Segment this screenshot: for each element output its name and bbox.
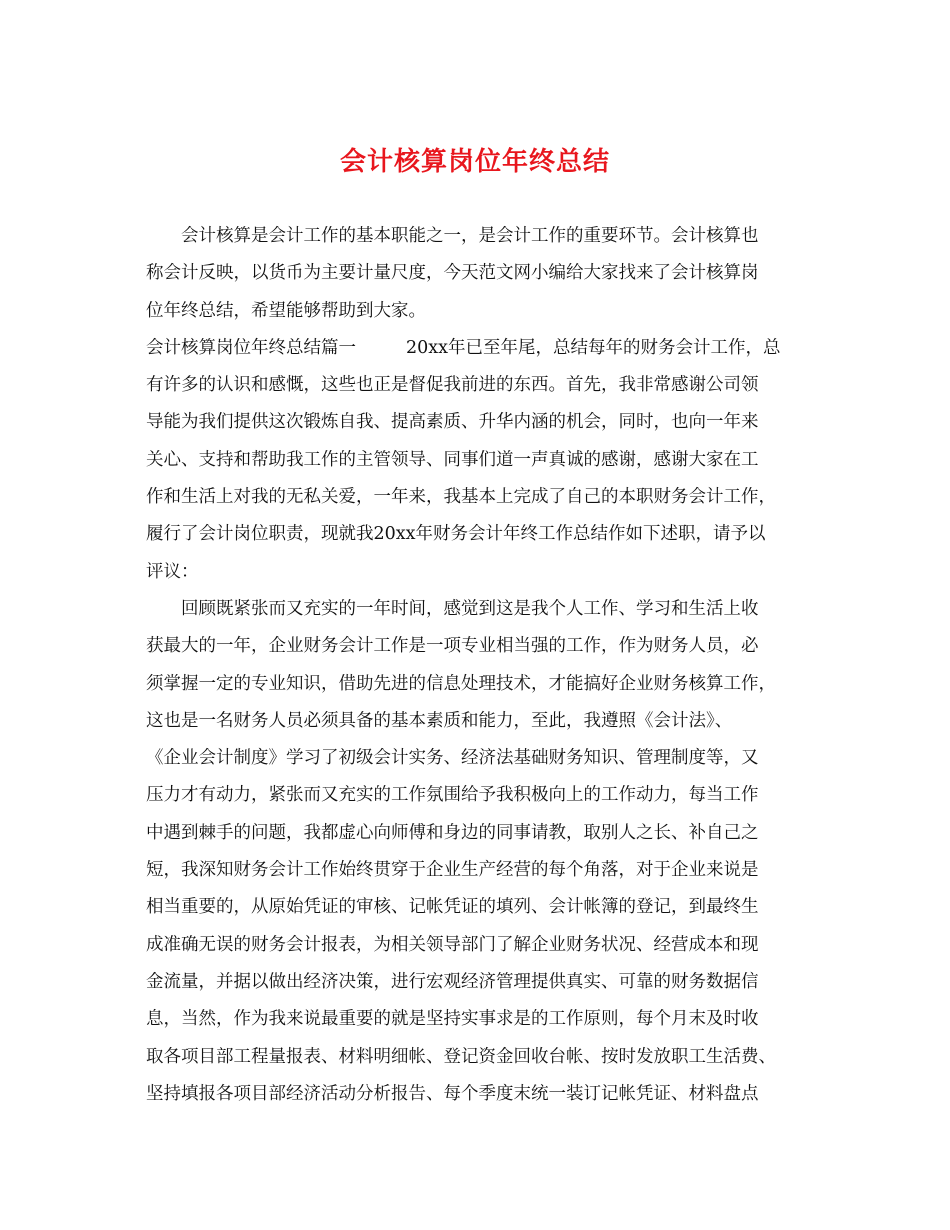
- paragraph-line: 坚持填报各项目部经济活动分析报告、每个季度末统一装订记帐凭证、材料盘点: [146, 1083, 759, 1104]
- paragraph-line: 回顾既紧张而又充实的一年时间，感觉到这是我个人工作、学习和生活上收: [181, 598, 759, 619]
- paragraph-line: 关心、支持和帮助我工作的主管领导、同事们道一声真诚的感谢，感谢大家在工: [146, 449, 759, 470]
- paragraph-line: 短，我深知财务会计工作始终贯穿于企业生产经营的每个角落，对于企业来说是: [146, 860, 759, 881]
- document-title: 会计核算岗位年终总结: [339, 147, 610, 177]
- paragraph-line: 导能为我们提供这次锻炼自我、提高素质、升华内涵的机会，同时，也向一年来: [146, 412, 759, 433]
- paragraph-line: 须掌握一定的专业知识，借助先进的信息处理技术，才能搞好企业财务核算工作，: [146, 673, 776, 694]
- paragraph-text: 20xx年已至年尾，总结每年的财务会计工作，总: [406, 337, 781, 358]
- paragraph-line: 履行了会计岗位职责，现就我20xx年财务会计年终工作总结作如下述职，请予以: [146, 524, 766, 545]
- paragraph-line: 金流量，并据以做出经济决策，进行宏观经济管理提供真实、可靠的财务数据信: [146, 971, 759, 992]
- paragraph-line: 取各项目部工程量报表、材料明细帐、登记资金回收台帐、按时发放职工生活费、: [146, 1046, 776, 1067]
- paragraph-line: 中遇到棘手的问题，我都虚心向师傅和身边的同事请教，取别人之长、补自己之: [146, 822, 759, 843]
- paragraph-line: 评议：: [146, 561, 199, 582]
- document-body: [146, 218, 806, 1113]
- paragraph-line: 成准确无误的财务会计报表，为相关领导部门了解企业财务状况、经营成本和现: [146, 934, 759, 955]
- paragraph-line: 压力才有动力，紧张而又充实的工作氛围给予我积极向上的工作动力，每当工作: [146, 785, 759, 806]
- paragraph-line: 获最大的一年，企业财务会计工作是一项专业相当强的工作，作为财务人员，必: [146, 636, 759, 657]
- section-heading: 会计核算岗位年终总结篇一: [146, 337, 356, 358]
- paragraph-line: 称会计反映，以货币为主要计量尺度，今天范文网小编给大家找来了会计核算岗: [146, 263, 759, 284]
- paragraph-line: 这也是一名财务人员必须具备的基本素质和能力，至此，我遵照《会计法》、: [146, 710, 733, 731]
- paragraph-line: 会计核算是会计工作的基本职能之一，是会计工作的重要环节。会计核算也: [181, 226, 759, 246]
- paragraph-line: 作和生活上对我的无私关爱，一年来，我基本上完成了自己的本职财务会计工作，: [146, 487, 776, 508]
- paragraph-line: 位年终总结，希望能够帮助到大家。: [146, 300, 426, 321]
- paragraph-line: 《企业会计制度》学习了初级会计实务、经济法基础财务知识、管理制度等，又: [146, 748, 759, 769]
- paragraph-line: 有许多的认识和感慨，这些也正是督促我前进的东西。首先，我非常感谢公司领: [146, 375, 759, 396]
- paragraph-line: 相当重要的，从原始凭证的审核、记帐凭证的填列、会计帐簿的登记，到最终生: [146, 897, 759, 918]
- paragraph-line: 息，当然，作为我来说最重要的就是坚持实事求是的工作原则，每个月末及时收: [146, 1009, 759, 1030]
- section-heading-line: [146, 330, 806, 367]
